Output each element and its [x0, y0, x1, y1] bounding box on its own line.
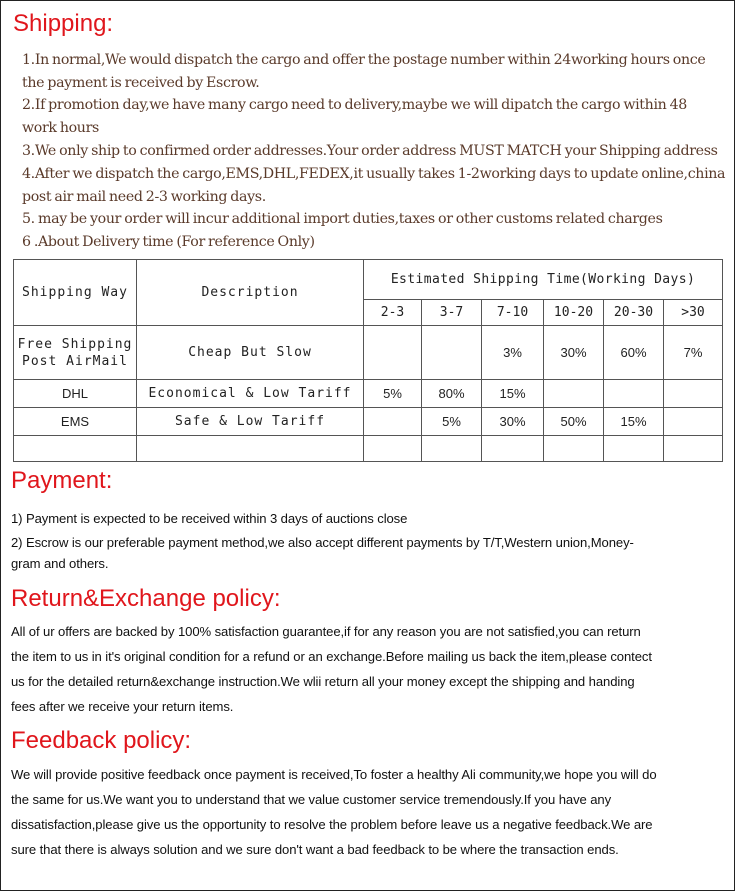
shipping-item-6 [22, 231, 722, 254]
feedback-policy-body [11, 762, 735, 862]
value-cell: 30% [544, 326, 604, 380]
feedback-policy-heading: Feedback policy: [11, 727, 192, 754]
value-cell [604, 380, 664, 408]
payment-line: 1) Payment is expected to be received within 3 days of auctions close [11, 511, 408, 526]
value-cell: 30% [482, 408, 544, 436]
value-cell [544, 380, 604, 408]
shipping-item-line: 1.In normal,We would dispatch the cargo and offer the postage number within 24working hours once [22, 52, 706, 68]
header-range: 2-3 [364, 300, 422, 326]
value-cell [422, 326, 482, 380]
description-cell: Cheap But Slow [137, 326, 364, 380]
feedback-policy-line: sure that there is always solution and we sure don't want a bad feedback to be where the transaction ends. [11, 842, 619, 857]
shipping-item-line: 2.If promotion day,we have many cargo need to delivery,maybe we will dipatch the cargo within 48 [22, 97, 687, 113]
description-cell: Safe & Low Tariff [137, 408, 364, 436]
payment-body [11, 508, 735, 574]
return-policy-line: us for the detailed return&exchange instruction.We wlii return all your money except the shipping and handing [11, 674, 635, 689]
header-range: 3-7 [422, 300, 482, 326]
value-cell [422, 436, 482, 462]
shipping-way-cell: EMS [14, 408, 137, 436]
return-policy-line: fees after we receive your return items. [11, 699, 234, 714]
header-range: 20-30 [604, 300, 664, 326]
value-cell [364, 408, 422, 436]
value-cell: 15% [604, 408, 664, 436]
shipping-way-cell [14, 436, 137, 462]
feedback-policy-line: dissatisfaction,please give us the opportunity to resolve the problem before leave us a negative feedback.We are [11, 817, 653, 832]
value-cell [482, 436, 544, 462]
shipping-item-line: 4.After we dispatch the cargo,EMS,DHL,FEDEX,it usually takes 1-2working days to update online,china [22, 166, 726, 182]
return-policy-line: the item to us in it's original condition for a refund or an exchange.Before mailing us back the item,please contect [11, 649, 652, 664]
shipping-item-3 [22, 140, 722, 163]
shipping-item-4 [22, 163, 726, 208]
value-cell [364, 436, 422, 462]
value-cell: 5% [422, 408, 482, 436]
value-cell: 5% [364, 380, 422, 408]
shipping-time-table [13, 259, 723, 462]
shipping-way-line: Free Shipping [17, 336, 133, 352]
payment-heading: Payment: [11, 467, 113, 494]
value-cell: 15% [482, 380, 544, 408]
value-cell: 80% [422, 380, 482, 408]
shipping-way-line: Post AirMail [22, 353, 128, 369]
table-row [14, 380, 723, 408]
value-cell [664, 380, 723, 408]
value-cell [364, 326, 422, 380]
value-cell: 7% [664, 326, 723, 380]
value-cell: 50% [544, 408, 604, 436]
value-cell [664, 436, 723, 462]
return-policy-line: All of ur offers are backed by 100% satisfaction guarantee,if for any reason you are not satisfied,you can return [11, 624, 641, 639]
shipping-item-1 [22, 49, 722, 94]
header-estimated-time: Estimated Shipping Time(Working Days) [364, 260, 723, 300]
header-range: >30 [664, 300, 723, 326]
header-range: 7-10 [482, 300, 544, 326]
value-cell: 3% [482, 326, 544, 380]
shipping-item-line: 5. may be your order will incur additional import duties,taxes or other customs related charges [22, 211, 663, 227]
shipping-item-line: work hours [22, 119, 99, 136]
feedback-policy-line: the same for us.We want you to understand that we value customer service tremendously.If you have any [11, 792, 612, 807]
table-header-row [14, 260, 723, 300]
payment-line: gram and others. [11, 556, 109, 571]
header-description: Description [137, 260, 364, 326]
shipping-item-5 [22, 208, 722, 231]
value-cell [604, 436, 664, 462]
payment-line: 2) Escrow is our preferable payment method,we also accept different payments by T/T,Western union,Money- [11, 535, 634, 550]
shipping-item-2 [22, 94, 722, 139]
shipping-item-line: 6 .About Delivery time (For reference Only) [22, 234, 315, 250]
shipping-item-line: post air mail need 2-3 working days. [22, 188, 266, 205]
return-policy-body [11, 619, 735, 719]
description-cell [137, 436, 364, 462]
return-policy-heading: Return&Exchange policy: [11, 585, 281, 612]
shipping-way-cell [14, 326, 137, 380]
shipping-heading: Shipping: [13, 10, 114, 37]
value-cell: 60% [604, 326, 664, 380]
table-row [14, 436, 723, 462]
header-shipping-way: Shipping Way [14, 260, 137, 326]
value-cell [664, 408, 723, 436]
shipping-way-cell: DHL [14, 380, 137, 408]
shipping-item-line: 3.We only ship to confirmed order addresses.Your order address MUST MATCH your Shipping address [22, 143, 718, 159]
header-range: 10-20 [544, 300, 604, 326]
value-cell [544, 436, 604, 462]
table-row [14, 326, 723, 380]
description-cell: Economical & Low Tariff [137, 380, 364, 408]
shipping-item-line: the payment is received by Escrow. [22, 74, 260, 91]
feedback-policy-line: We will provide positive feedback once payment is received,To foster a healthy Ali community,we hope you will do [11, 767, 657, 782]
table-row [14, 408, 723, 436]
